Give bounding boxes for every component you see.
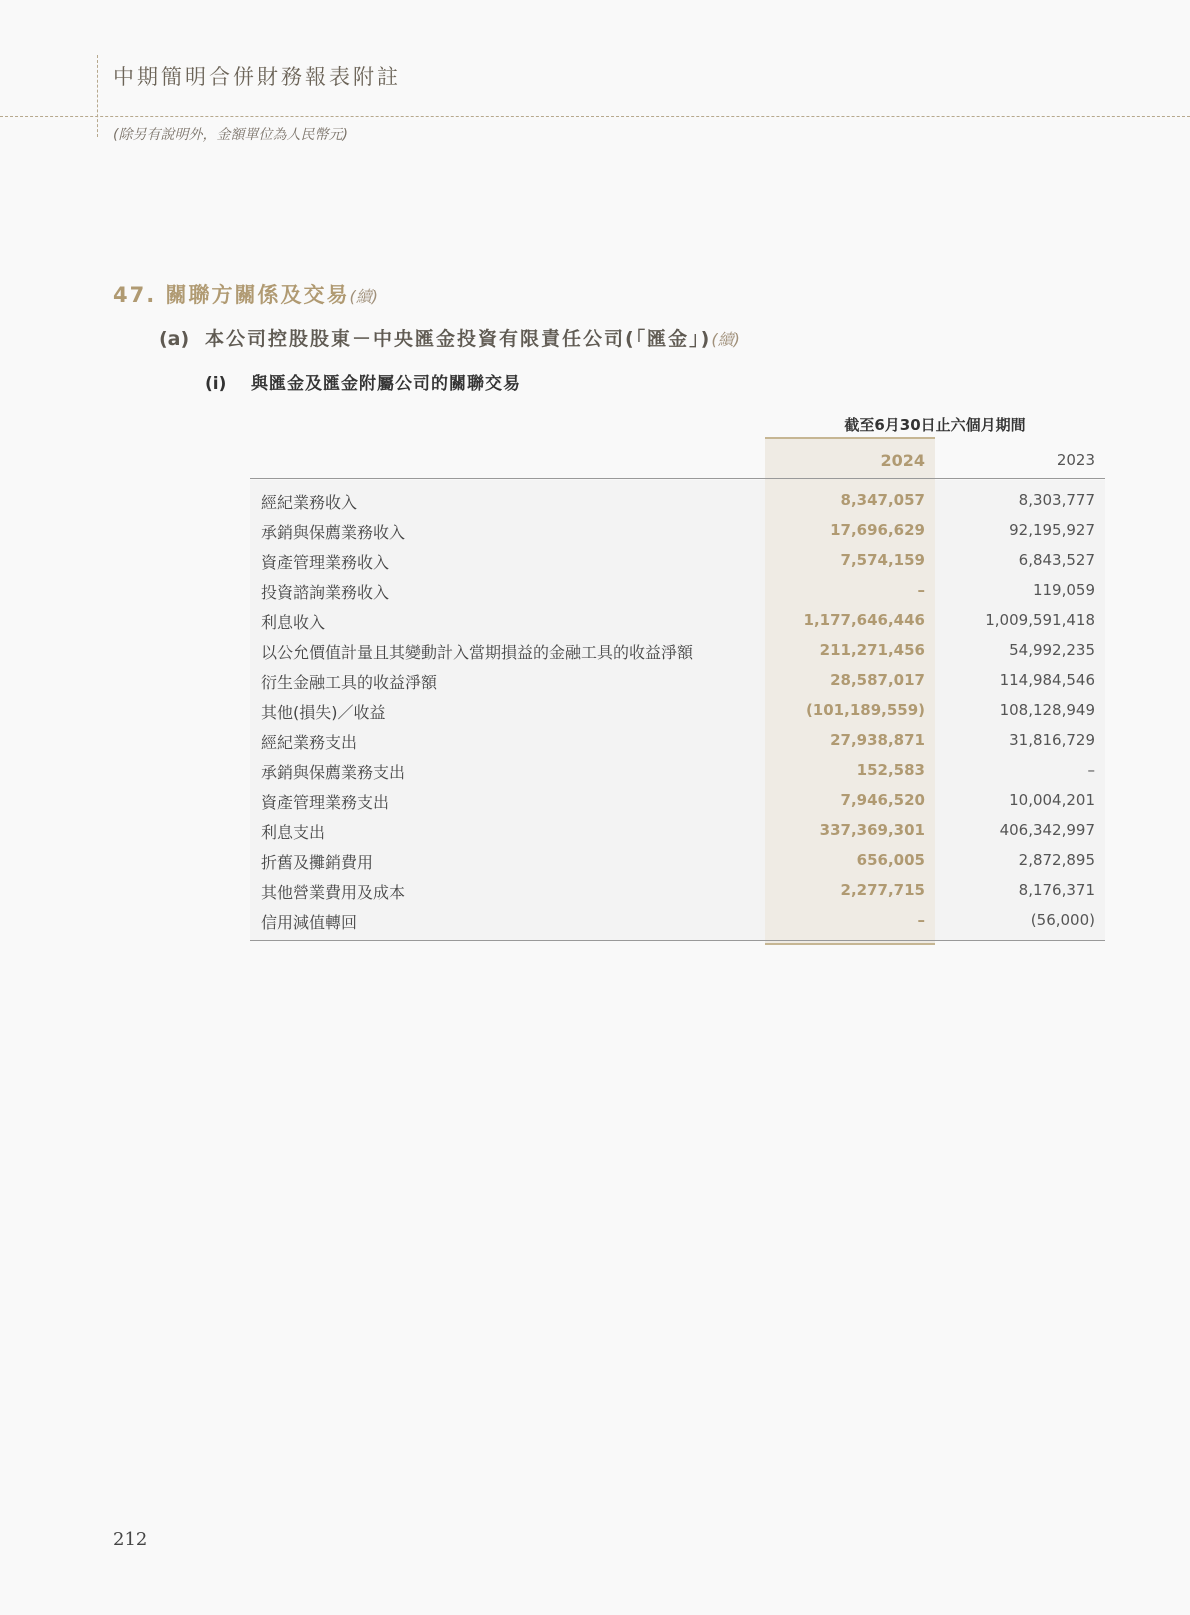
row-label: 利息支出 <box>261 823 326 842</box>
value-2023: 8,176,371 <box>1018 881 1095 899</box>
subsubsection-heading <box>205 369 521 394</box>
value-2023: 406,342,997 <box>999 821 1095 839</box>
value-2023: 54,992,235 <box>1009 641 1095 659</box>
period-header: 截至6月30日止六個月期間 <box>844 416 1026 434</box>
value-2024: 211,271,456 <box>819 641 925 659</box>
value-2024: 656,005 <box>856 851 925 869</box>
value-2024: 337,369,301 <box>819 821 925 839</box>
row-label: 資產管理業務收入 <box>261 553 390 572</box>
value-2023: 1,009,591,418 <box>985 611 1095 629</box>
section-number: 47. <box>113 283 157 307</box>
value-2024: 8,347,057 <box>840 491 925 509</box>
subsubsection-title: 與匯金及匯金附屬公司的關聯交易 <box>251 374 521 394</box>
section-continued: (續) <box>349 287 379 306</box>
running-header-title: 中期簡明合併財務報表附註 <box>113 65 401 89</box>
value-2023: 6,843,527 <box>1018 551 1095 569</box>
value-2024: 28,587,017 <box>830 671 925 689</box>
value-2024: (101,189,559) <box>805 701 925 719</box>
table-bottom-rule <box>250 940 1105 941</box>
section-heading <box>113 279 378 309</box>
value-2023: 119,059 <box>1032 581 1095 599</box>
subsection-heading <box>159 324 740 351</box>
table-row <box>250 786 1105 816</box>
value-2023: 8,303,777 <box>1018 491 1095 509</box>
running-header-subtitle: (除另有說明外，金額單位為人民幣元) <box>113 127 348 143</box>
table-row <box>250 876 1105 906</box>
value-2024: 7,946,520 <box>840 791 925 809</box>
subsection-continued: (續) <box>711 330 740 349</box>
value-2024: 152,583 <box>856 761 925 779</box>
row-label: 衍生金融工具的收益淨額 <box>261 673 438 692</box>
value-2023: (56,000) <box>1030 911 1095 929</box>
table-row <box>250 726 1105 756</box>
row-label: 以公允價值計量且其變動計入當期損益的金融工具的收益淨額 <box>261 643 694 662</box>
table-row <box>250 846 1105 876</box>
column-header-2024: 2024 <box>880 451 925 470</box>
table-row <box>250 546 1105 576</box>
value-2023: 108,128,949 <box>999 701 1095 719</box>
value-2023: 114,984,546 <box>999 671 1095 689</box>
section-title: 關聯方關係及交易 <box>165 283 350 307</box>
value-2024: – <box>917 581 925 599</box>
row-label: 經紀業務收入 <box>261 493 358 512</box>
row-label: 信用減值轉回 <box>261 913 358 932</box>
row-label: 經紀業務支出 <box>261 733 358 752</box>
table-row <box>250 816 1105 846</box>
subsection-number: (a) <box>159 328 190 350</box>
column-header-2023: 2023 <box>1056 451 1095 469</box>
table-row <box>250 576 1105 606</box>
table-top-rule <box>250 478 1105 479</box>
row-label: 利息收入 <box>261 613 326 632</box>
row-label: 承銷與保薦業務支出 <box>261 763 406 782</box>
row-label: 其他(損失)／收益 <box>261 703 386 722</box>
table-row <box>250 636 1105 666</box>
value-2023: 2,872,895 <box>1018 851 1095 869</box>
subsubsection-number: (i) <box>205 374 227 394</box>
table-row <box>250 906 1105 936</box>
value-2024: – <box>917 911 925 929</box>
value-2024: 1,177,646,446 <box>803 611 925 629</box>
table-row <box>250 516 1105 546</box>
value-2024: 2,277,715 <box>840 881 925 899</box>
table-row <box>250 486 1105 516</box>
value-2023: 31,816,729 <box>1009 731 1095 749</box>
row-label: 其他營業費用及成本 <box>261 883 406 902</box>
value-2024: 17,696,629 <box>830 521 925 539</box>
row-label: 折舊及攤銷費用 <box>261 853 374 872</box>
value-2023: 10,004,201 <box>1009 791 1095 809</box>
page-number: 212 <box>113 1529 148 1550</box>
table-row <box>250 666 1105 696</box>
row-label: 承銷與保薦業務收入 <box>261 523 406 542</box>
value-2023: – <box>1087 761 1095 779</box>
subsection-title: 本公司控股股東－中央匯金投資有限責任公司(「匯金」) <box>205 328 712 350</box>
transactions-table <box>250 486 1105 936</box>
row-label: 投資諮詢業務收入 <box>261 583 390 602</box>
value-2024: 7,574,159 <box>840 551 925 569</box>
value-2024: 27,938,871 <box>830 731 925 749</box>
header-horizontal-rule <box>0 116 1190 117</box>
table-row <box>250 606 1105 636</box>
value-2023: 92,195,927 <box>1009 521 1095 539</box>
table-row <box>250 756 1105 786</box>
header-vertical-rule <box>97 55 98 137</box>
table-row <box>250 696 1105 726</box>
row-label: 資產管理業務支出 <box>261 793 390 812</box>
